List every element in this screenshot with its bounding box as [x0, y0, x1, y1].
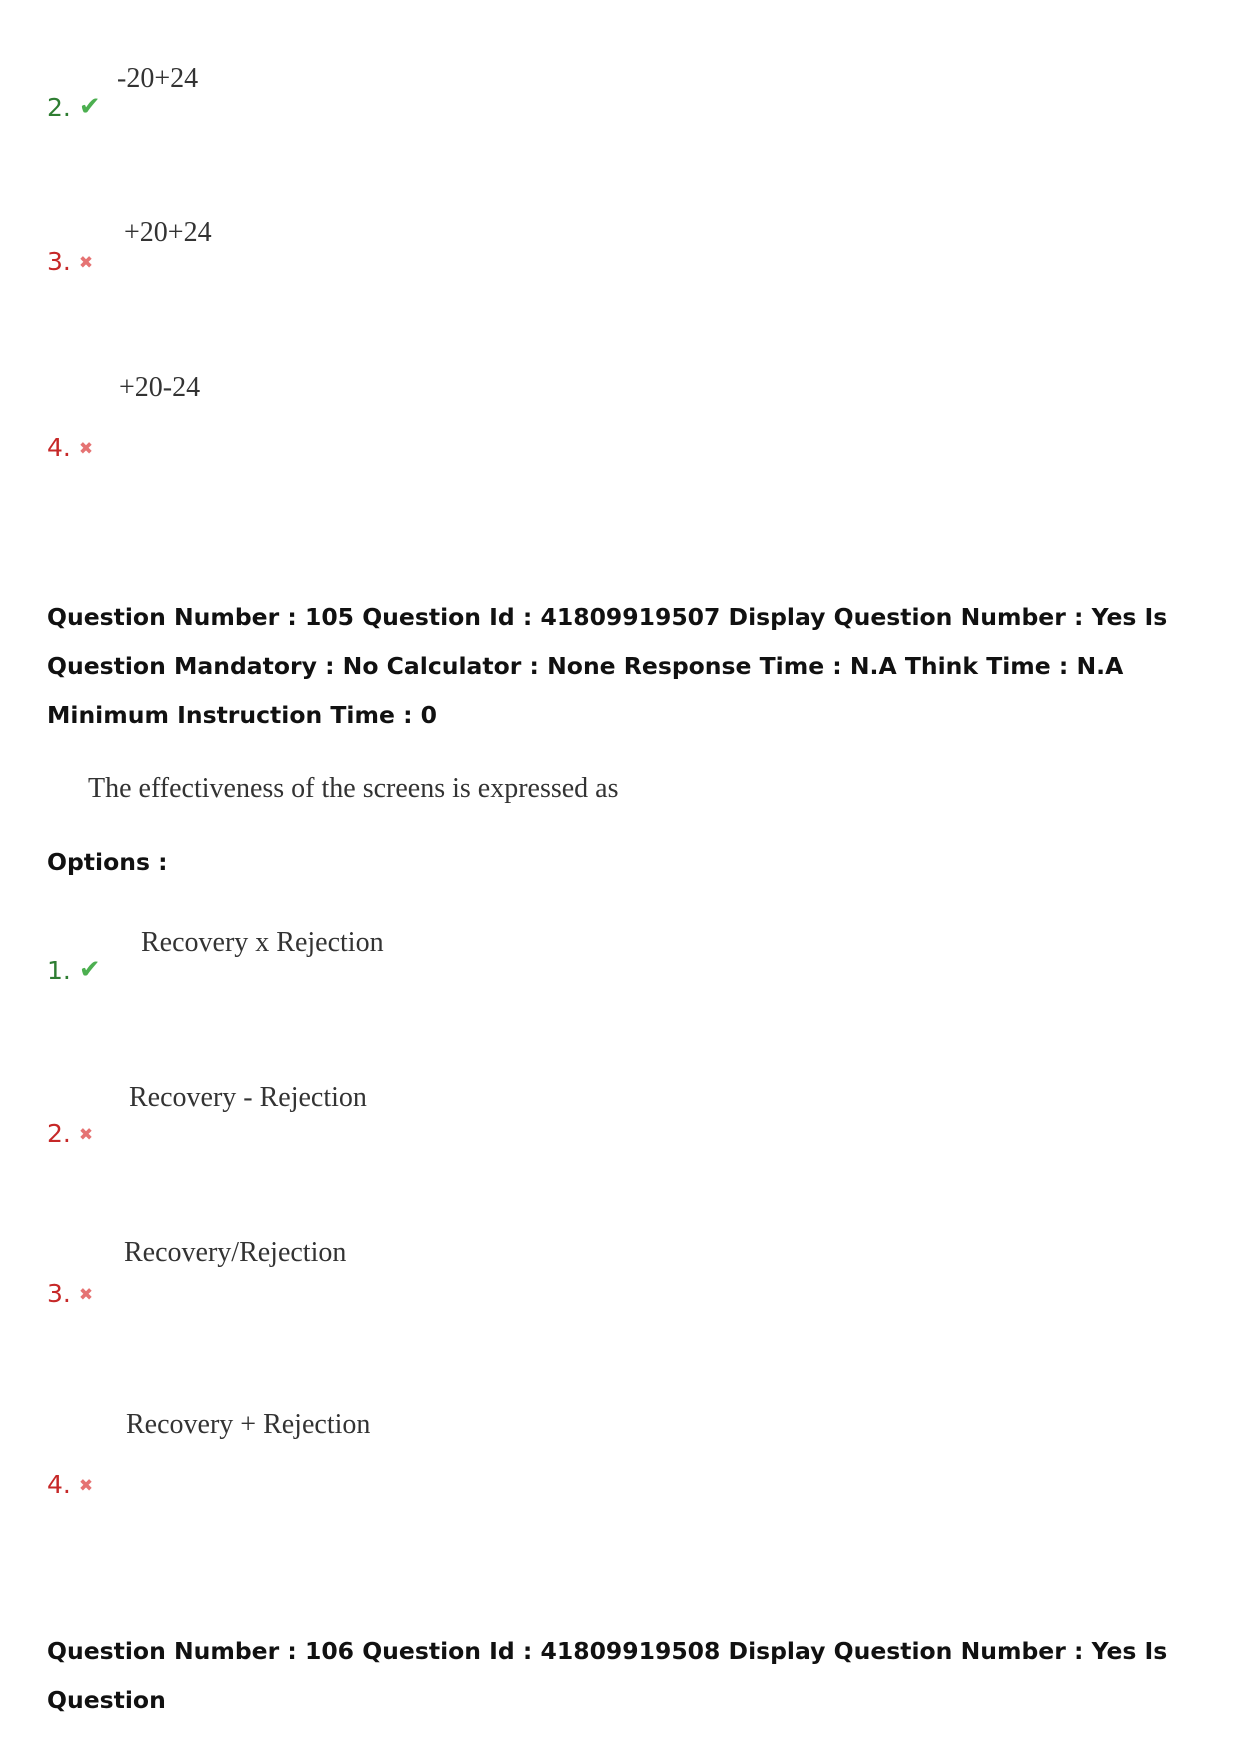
option-image-text: -20+24 [117, 63, 199, 94]
question-meta: Question Number : 105 Question Id : 41809919507 Display Question Number : Yes Is Question Mandatory : No Calculator : None Response Time : N.A Think Time : N.A Minimum Instruction Time : 0 [47, 603, 1168, 729]
check-icon: ✔ [78, 955, 101, 985]
option-number [47, 247, 93, 278]
option-number [47, 1470, 93, 1501]
options-label: Options : [47, 848, 168, 876]
option-number [47, 92, 101, 123]
cross-icon: ✖ [78, 1476, 94, 1496]
option-image-text: Recovery - Rejection [129, 1082, 367, 1113]
question-meta: Question Number : 106 Question Id : 41809919508 Display Question Number : Yes Is Question [47, 1637, 1168, 1714]
option-number-label: 3. [47, 247, 71, 276]
option-image-text: +20+24 [124, 217, 212, 248]
option-number-label: 4. [47, 1470, 71, 1499]
option-image-text: Recovery + Rejection [126, 1409, 371, 1440]
cross-icon: ✖ [78, 439, 94, 459]
cross-icon: ✖ [78, 1125, 94, 1145]
cross-icon: ✖ [78, 1285, 94, 1305]
question-text: The effectiveness of the screens is expressed as [88, 773, 619, 804]
option-number-label: 2. [47, 1119, 71, 1148]
option-image-text: Recovery x Rejection [141, 927, 384, 958]
option-number [47, 955, 101, 986]
option-number [47, 1119, 93, 1150]
option-number-label: 4. [47, 433, 71, 462]
option-number-label: 3. [47, 1279, 71, 1308]
cross-icon: ✖ [78, 253, 94, 273]
option-number [47, 433, 93, 464]
option-number-label: 1. [47, 956, 71, 985]
option-number-label: 2. [47, 93, 71, 122]
option-image-text: Recovery/Rejection [124, 1237, 347, 1268]
option-image-text: +20-24 [119, 372, 201, 403]
check-icon: ✔ [78, 92, 101, 122]
option-number [47, 1279, 93, 1310]
